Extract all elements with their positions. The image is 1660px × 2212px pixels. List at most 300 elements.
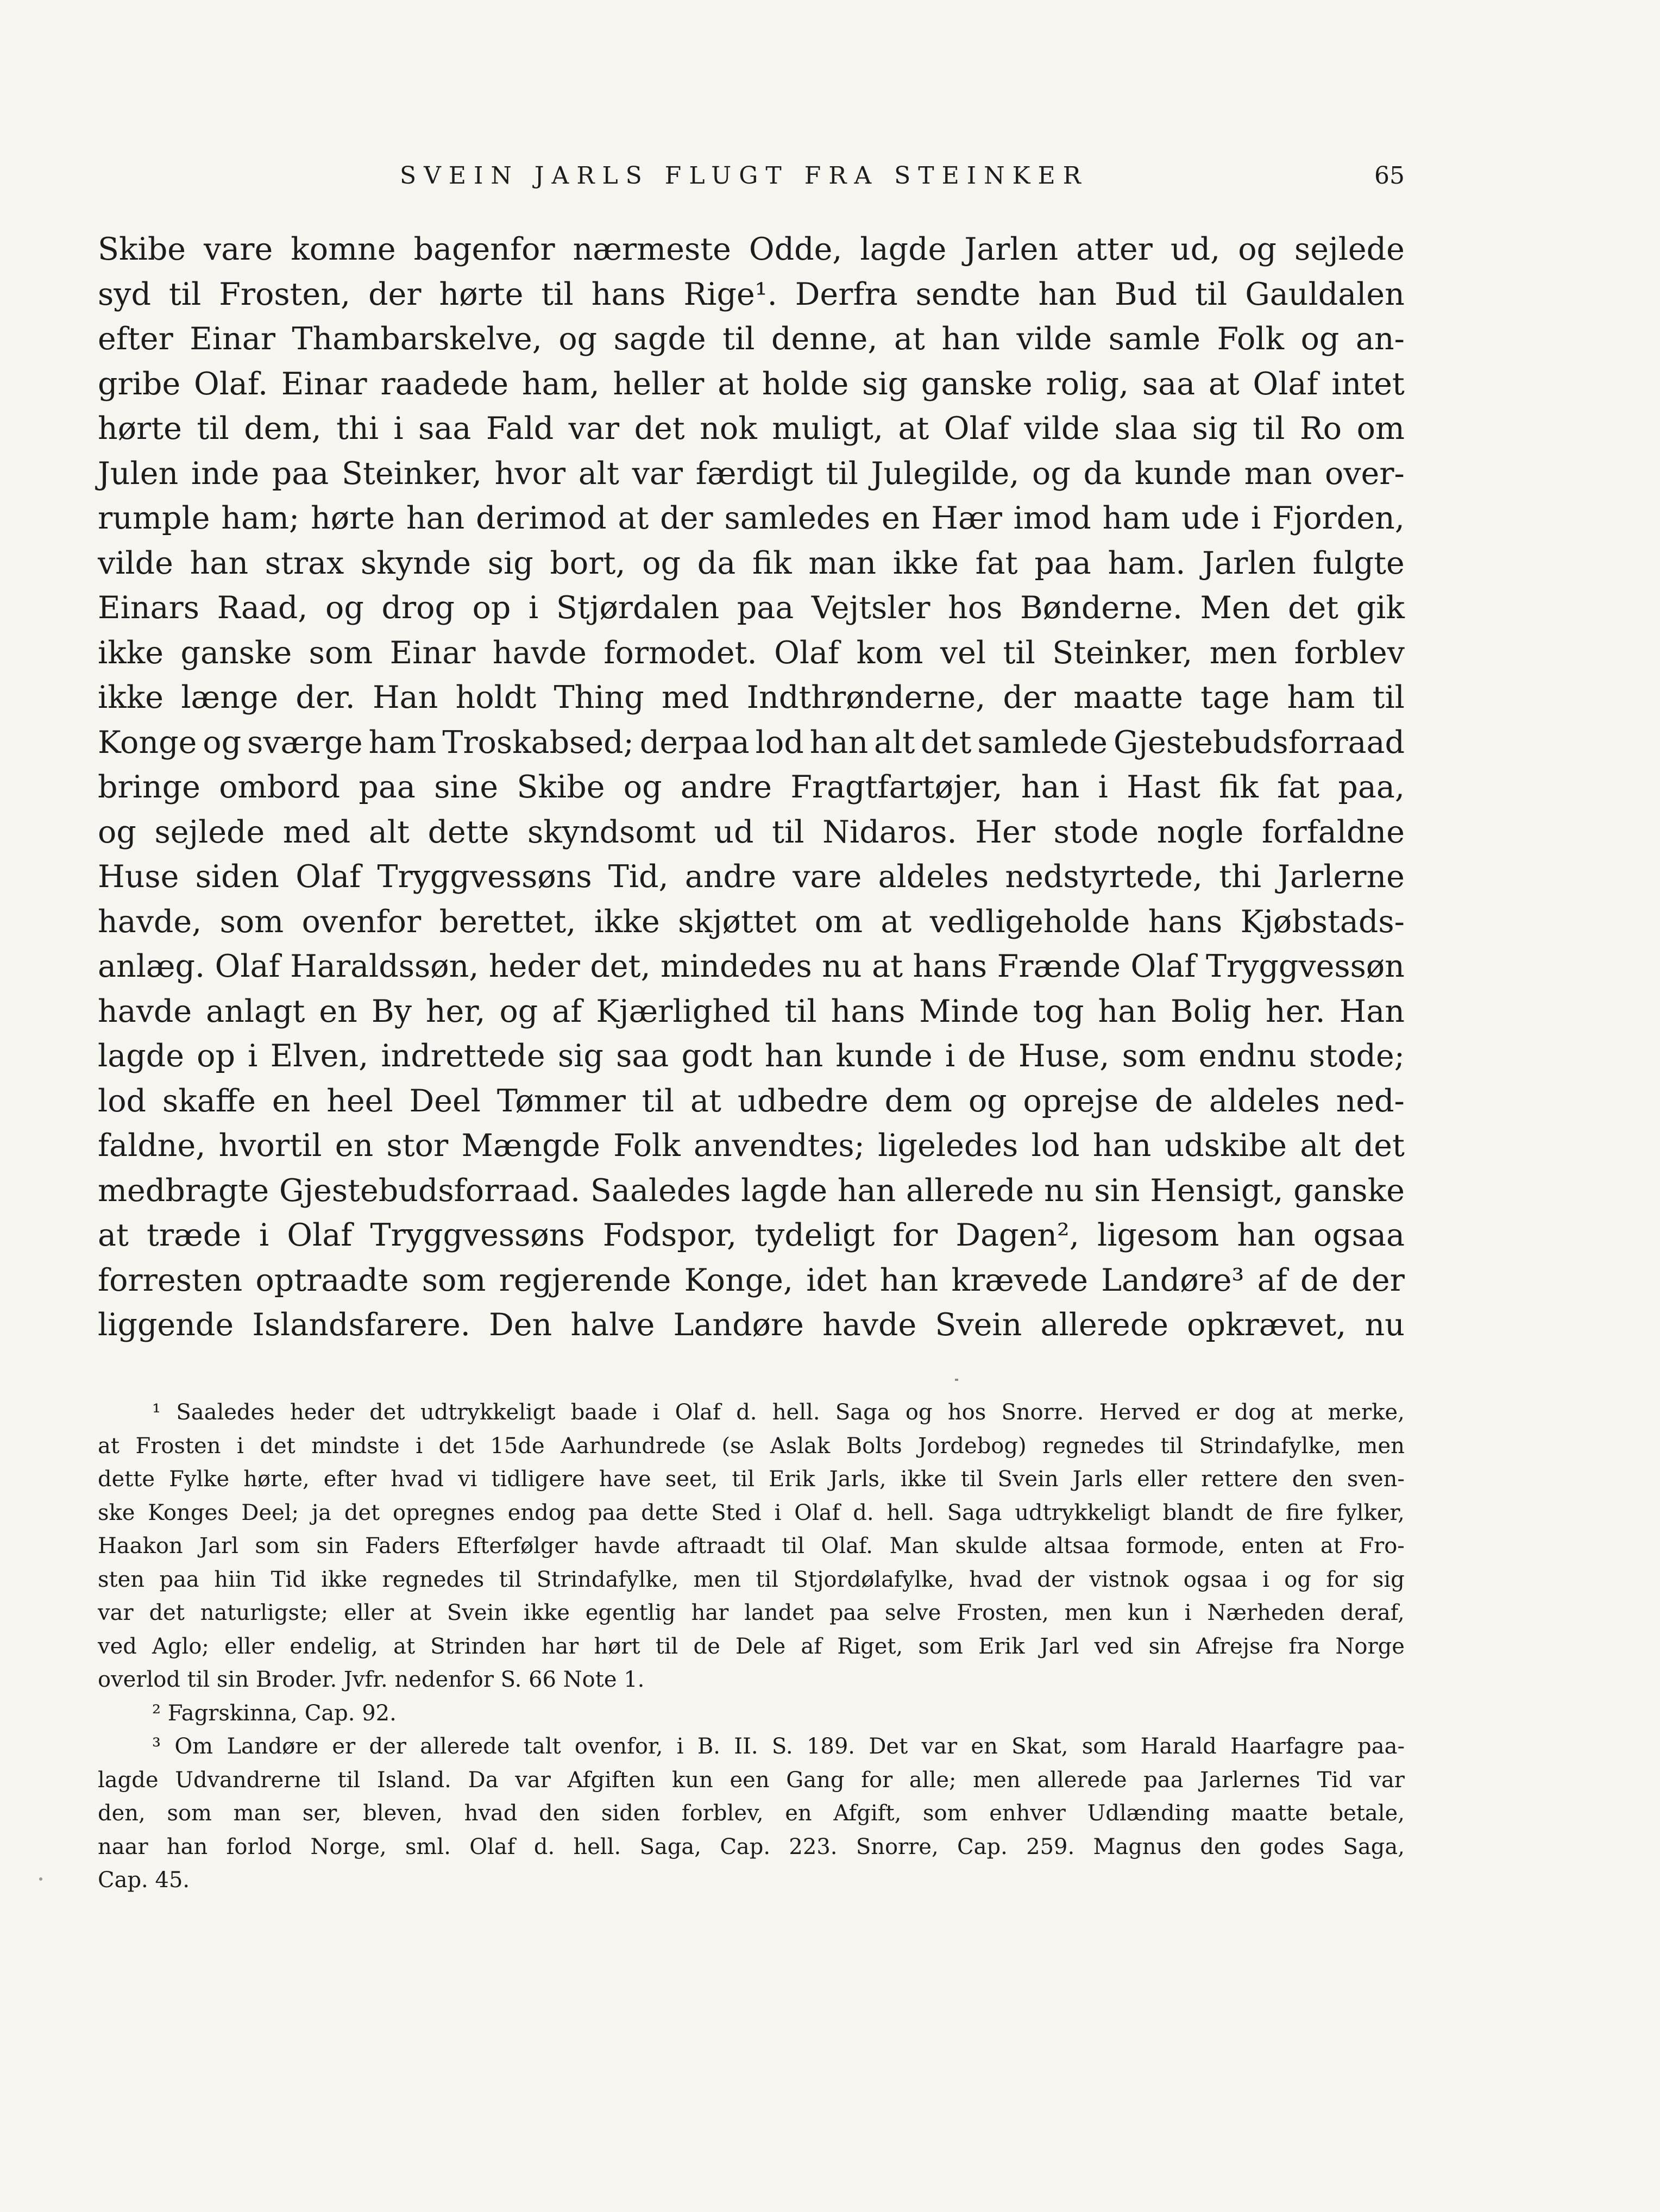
word: var — [98, 1600, 134, 1625]
word: fat — [1277, 769, 1320, 805]
word: som — [923, 1801, 968, 1826]
word: hans — [913, 948, 988, 984]
word: Olaf — [675, 1400, 721, 1425]
word: til — [1003, 634, 1035, 671]
word: til — [782, 1534, 805, 1559]
word: Strinden — [430, 1633, 526, 1659]
body-line — [98, 1303, 1405, 1348]
word: Einar — [281, 366, 367, 402]
body-line — [98, 944, 1405, 989]
word: havde — [98, 993, 192, 1029]
word: det — [1287, 590, 1339, 626]
word: derpaa — [639, 724, 750, 761]
page-number: 65 — [1374, 162, 1405, 190]
word: nok — [700, 411, 757, 447]
word: de — [1154, 1083, 1193, 1119]
word: sejlede — [1294, 231, 1405, 267]
word: han — [837, 1172, 896, 1209]
word: lod — [98, 1083, 147, 1119]
word: Norge — [1335, 1633, 1405, 1659]
word: sven- — [1347, 1467, 1405, 1492]
footnote-line: ² Fagrskinna, Cap. 92. — [152, 1700, 397, 1726]
footnote-line — [98, 1630, 1405, 1664]
word: hvad — [464, 1801, 518, 1826]
word: ganske — [180, 634, 292, 671]
word: og — [203, 724, 242, 761]
word: til — [826, 455, 858, 492]
word: Jarl — [199, 1534, 238, 1559]
word: i — [1184, 1600, 1192, 1625]
word: lagde — [98, 1767, 159, 1793]
word: vistnok — [1089, 1567, 1169, 1592]
word: til — [642, 1083, 675, 1119]
word: efter — [323, 1467, 377, 1492]
word: Udlænding — [1087, 1801, 1210, 1826]
word: Bolig — [1170, 993, 1252, 1029]
word: og — [1238, 231, 1277, 267]
word: bringe — [98, 769, 200, 805]
word: Olaf — [794, 1500, 840, 1525]
word: bagenfor — [413, 231, 555, 267]
body-line — [98, 989, 1405, 1034]
word: som — [918, 1633, 963, 1659]
word: sig — [1372, 1567, 1405, 1592]
word: maatte — [1073, 680, 1183, 715]
word: nu — [1044, 1172, 1084, 1209]
word: Snorre, — [856, 1834, 939, 1859]
word: samle — [1108, 321, 1201, 357]
word: ham — [368, 724, 437, 761]
word: han — [764, 1038, 823, 1074]
word: medbragte — [98, 1172, 269, 1209]
word: ved — [1094, 1633, 1134, 1659]
word: Saga — [835, 1400, 890, 1425]
word: vare — [793, 859, 862, 895]
word: eller — [344, 1600, 394, 1625]
word: op — [197, 1038, 235, 1074]
word: dem — [884, 1083, 952, 1119]
word: 189. — [806, 1734, 856, 1759]
word: Rige¹. — [683, 276, 777, 312]
word: thi — [1219, 859, 1261, 895]
word: havde — [594, 1534, 661, 1559]
word: Konge, — [684, 1262, 794, 1298]
word: Fro- — [1359, 1534, 1405, 1559]
word: dette — [641, 1500, 699, 1525]
word: skulde — [955, 1534, 1028, 1559]
word: sin — [316, 1534, 349, 1559]
word: udskibe — [1164, 1128, 1287, 1164]
word: deraf, — [1340, 1600, 1405, 1625]
word: og — [642, 545, 681, 581]
word: Folk — [613, 1128, 681, 1164]
word: Olaf — [295, 859, 361, 895]
word: lagde — [860, 231, 947, 267]
word: han — [406, 500, 465, 536]
word: hørt — [594, 1633, 640, 1659]
word: Nærheden — [1207, 1600, 1325, 1625]
body-line — [98, 1079, 1405, 1124]
word: alt — [1300, 1128, 1341, 1164]
word: krævede — [951, 1262, 1088, 1298]
word: til — [772, 814, 804, 850]
word: ud — [714, 814, 754, 850]
word: Den — [489, 1307, 552, 1343]
word: drog — [381, 590, 455, 626]
word: stode; — [1309, 1038, 1405, 1074]
word: ikke — [98, 634, 164, 671]
word: allerede — [420, 1734, 510, 1759]
word: optraadte — [255, 1262, 409, 1298]
word: have — [599, 1467, 651, 1492]
word: kun — [671, 1767, 713, 1793]
word: udbedre — [737, 1083, 869, 1119]
body-line — [98, 675, 1405, 720]
word: Da — [468, 1767, 499, 1793]
word: sin — [1148, 1633, 1181, 1659]
word: Strindafylke, — [1199, 1433, 1341, 1459]
word: alle; — [909, 1767, 957, 1793]
word: og — [1300, 321, 1340, 357]
word: ikke — [900, 1467, 947, 1492]
word: merke, — [1328, 1400, 1405, 1425]
word: holde — [762, 366, 849, 402]
word: til — [722, 321, 755, 357]
word: Tid, — [608, 859, 669, 895]
word: Haarfagre — [1230, 1734, 1344, 1759]
word: kunde — [1134, 455, 1231, 492]
word: Olaf — [215, 948, 280, 984]
word: som — [309, 634, 373, 671]
word: Indthrønderne, — [746, 680, 986, 715]
word: han — [166, 1834, 208, 1859]
body-line — [98, 765, 1405, 810]
word: han — [1021, 769, 1080, 805]
word: ikke — [321, 1567, 368, 1592]
word: alt — [578, 455, 619, 492]
word: til — [499, 1567, 522, 1592]
word: sig — [1192, 411, 1238, 447]
word: Olaf — [287, 1217, 353, 1253]
word: af — [552, 993, 582, 1029]
word: Gang — [786, 1767, 845, 1793]
word: maatte — [1231, 1801, 1308, 1826]
word: skaffe — [162, 1083, 256, 1119]
word: anvendtes; — [693, 1128, 865, 1164]
word: ogsaa — [1183, 1567, 1248, 1592]
word: Saga, — [639, 1834, 701, 1859]
word: Olaf. — [821, 1534, 873, 1559]
word: at — [1291, 1400, 1313, 1425]
word: og — [1032, 455, 1071, 492]
word: hørte — [311, 500, 395, 536]
word: til — [1194, 276, 1228, 312]
word: han — [941, 321, 1000, 357]
word: tog — [1033, 993, 1084, 1029]
word: fire — [1286, 1500, 1324, 1525]
word: der — [660, 500, 713, 536]
word: d. — [533, 1834, 555, 1859]
word: det — [634, 411, 685, 447]
word: her, — [425, 993, 486, 1029]
word: Saga — [947, 1500, 1002, 1525]
word: var — [568, 411, 620, 447]
word: fulgte — [1312, 545, 1405, 581]
word: vi — [458, 1467, 477, 1492]
word: mindedes — [661, 948, 812, 984]
word: Frosten, — [219, 276, 351, 312]
word: Huse, — [1018, 1038, 1110, 1074]
word: Han — [1339, 993, 1405, 1029]
word: sten — [98, 1567, 145, 1592]
word: ham; — [221, 500, 300, 536]
word: forblev — [1294, 634, 1405, 671]
word: heller — [613, 366, 705, 402]
word: længe — [181, 680, 279, 715]
word: endelig, — [290, 1633, 378, 1659]
word: anlæg. — [98, 948, 205, 984]
word: paa — [159, 1567, 199, 1592]
word: Fylke — [169, 1467, 230, 1492]
word: allerede — [906, 1172, 1034, 1209]
word: paa — [829, 1600, 870, 1625]
word: kom — [856, 634, 923, 671]
word: Hensigt, — [1150, 1172, 1284, 1209]
word: som — [422, 1262, 486, 1298]
word: muligt, — [772, 411, 883, 447]
word: Jarlen — [964, 231, 1059, 267]
word: Stjordølafylke, — [793, 1567, 954, 1592]
word: bort, — [550, 545, 626, 581]
word: Landøre — [673, 1307, 804, 1343]
word: den, — [98, 1801, 146, 1826]
word: Tid — [1317, 1767, 1353, 1793]
word: Tid — [271, 1567, 306, 1592]
word: i — [945, 1038, 955, 1074]
word: enten — [1241, 1534, 1304, 1559]
word: ombord — [219, 769, 341, 805]
word: Magnus — [1093, 1834, 1181, 1859]
word: færdigt — [695, 455, 813, 492]
word: at — [898, 411, 929, 447]
word: ned- — [1336, 1083, 1405, 1119]
word: der — [368, 276, 422, 312]
word: Snorre. — [1001, 1400, 1084, 1425]
word: rettere — [1201, 1467, 1278, 1492]
word: bleven, — [363, 1801, 443, 1826]
word: i — [1098, 769, 1108, 805]
word: at — [690, 1083, 721, 1119]
word: endog — [507, 1500, 576, 1525]
word: Hast — [1127, 769, 1200, 805]
word: dette — [98, 1467, 155, 1492]
word: alt — [368, 814, 410, 850]
word: Landøre — [227, 1734, 319, 1759]
word: B. — [697, 1734, 720, 1759]
word: godes — [1259, 1834, 1325, 1859]
word: der — [369, 1734, 406, 1759]
word: i — [1262, 1567, 1269, 1592]
body-line — [98, 227, 1405, 272]
word: Ro — [1299, 411, 1342, 447]
word: fik — [752, 545, 792, 581]
word: men — [1357, 1433, 1405, 1459]
footnote-line: Cap. 45. — [98, 1868, 190, 1893]
word: faldne, — [98, 1128, 206, 1164]
word: Hær — [931, 500, 1002, 536]
word: Kjøbstads- — [1240, 903, 1405, 940]
word: Dele — [735, 1633, 786, 1659]
word: at — [1208, 366, 1240, 402]
word: godt — [681, 1038, 752, 1074]
word: Derfra — [795, 276, 898, 312]
word: det — [921, 724, 972, 761]
word: i — [248, 1038, 258, 1074]
word: det — [438, 1433, 474, 1459]
footnote-line — [98, 1530, 1405, 1563]
word: kun — [1128, 1600, 1169, 1625]
footnote-line — [98, 1597, 1405, 1630]
word: at — [410, 1600, 431, 1625]
word: vel — [940, 634, 986, 671]
word: paa — [1143, 1767, 1184, 1793]
word: egentlig — [585, 1600, 676, 1625]
word: Konges — [148, 1500, 229, 1525]
body-line — [98, 496, 1405, 541]
word: ude — [1181, 500, 1240, 536]
word: Einars — [98, 590, 200, 626]
word: ogsaa — [1313, 1217, 1405, 1253]
word: af — [1257, 1262, 1287, 1298]
word: Jarls — [1072, 1467, 1123, 1492]
word: da — [697, 545, 736, 581]
word: vilde — [1016, 321, 1092, 357]
word: havde — [492, 634, 587, 671]
word: her. — [1266, 993, 1325, 1029]
word: paa — [272, 455, 329, 492]
word: anlagt — [206, 993, 305, 1029]
word: til — [337, 1767, 361, 1793]
word: i — [393, 411, 404, 447]
word: Olaf — [944, 411, 1009, 447]
word: har — [541, 1633, 579, 1659]
word: kunde — [835, 1038, 933, 1074]
word: paa — [737, 590, 794, 626]
running-title: SVEIN JARLS FLUGT FRA STEINKER — [400, 162, 1089, 190]
body-line — [98, 317, 1405, 362]
body-text — [98, 227, 1405, 1348]
word: derimod — [476, 500, 607, 536]
word: Strindafylke, — [536, 1567, 679, 1592]
word: d. — [853, 1500, 874, 1525]
word: Aarhundrede — [561, 1433, 706, 1459]
word: aldeles — [878, 859, 989, 895]
word: men — [693, 1567, 741, 1592]
word: paa — [359, 769, 416, 805]
word: Jarls, — [829, 1467, 886, 1492]
word: og — [905, 1400, 933, 1425]
word: Afrejse — [1196, 1633, 1274, 1659]
word: Skat, — [1011, 1734, 1068, 1759]
word: Odde, — [749, 231, 842, 267]
word: er — [332, 1734, 356, 1759]
word: idet — [806, 1262, 867, 1298]
word: dette — [427, 814, 510, 850]
word: baade — [570, 1400, 638, 1425]
word: Frosten, — [957, 1600, 1049, 1625]
word: Tryggvessøns — [370, 1217, 585, 1253]
word: ham — [1287, 680, 1355, 715]
word: S. — [771, 1734, 793, 1759]
word: atter — [1076, 231, 1153, 267]
word: indrettede — [381, 1038, 545, 1074]
word: de — [1300, 1262, 1339, 1298]
word: allerede — [1040, 1307, 1168, 1343]
word: og — [325, 590, 364, 626]
word: og — [623, 769, 662, 805]
word: ikke — [98, 680, 164, 715]
word: paa, — [1338, 769, 1405, 805]
word: Folk — [1217, 321, 1285, 357]
word: Landøre³ — [1101, 1262, 1244, 1298]
word: til — [197, 411, 229, 447]
word: at — [393, 1633, 416, 1659]
word: Kjærlighed — [596, 993, 771, 1029]
word: sine — [434, 769, 499, 805]
word: Fragtfartøjer, — [790, 769, 1003, 805]
word: for — [892, 1217, 938, 1253]
word: aftraadt — [676, 1534, 765, 1559]
word: til — [784, 993, 817, 1029]
word: Islandsfarere. — [252, 1307, 470, 1343]
word: sin — [1094, 1172, 1140, 1209]
word: med — [662, 680, 730, 715]
word: Tømmer — [496, 1083, 626, 1119]
word: ligesom — [1097, 1217, 1219, 1253]
word: stode — [1053, 814, 1139, 850]
word: han — [1092, 1128, 1152, 1164]
word: hos — [947, 1400, 986, 1425]
word: thi — [336, 411, 379, 447]
word: det — [344, 1500, 380, 1525]
word: andre — [680, 769, 772, 805]
word: Cap. — [957, 1834, 1008, 1859]
body-line — [98, 720, 1405, 765]
word: Svein — [935, 1307, 1022, 1343]
word: paa — [1034, 545, 1091, 581]
body-line — [98, 1213, 1405, 1258]
word: paa — [588, 1500, 628, 1525]
word: samlede — [977, 724, 1108, 761]
word: Frænde — [997, 948, 1121, 984]
word: i — [528, 590, 539, 626]
word: der — [1037, 1567, 1074, 1592]
word: ovenfor — [301, 903, 422, 940]
word: II. — [734, 1734, 758, 1759]
word: da — [1083, 455, 1122, 492]
word: udtrykkeligt — [1015, 1500, 1150, 1525]
word: forfaldne — [1262, 814, 1405, 850]
footnote-line — [98, 1497, 1405, 1530]
body-line — [98, 1123, 1405, 1168]
word: det — [1354, 1128, 1405, 1164]
word: intet — [1331, 366, 1405, 402]
word: mindste — [311, 1433, 400, 1459]
word: til — [732, 1467, 755, 1492]
word: til — [541, 276, 574, 312]
word: holdt — [455, 680, 537, 715]
word: og — [558, 321, 598, 357]
